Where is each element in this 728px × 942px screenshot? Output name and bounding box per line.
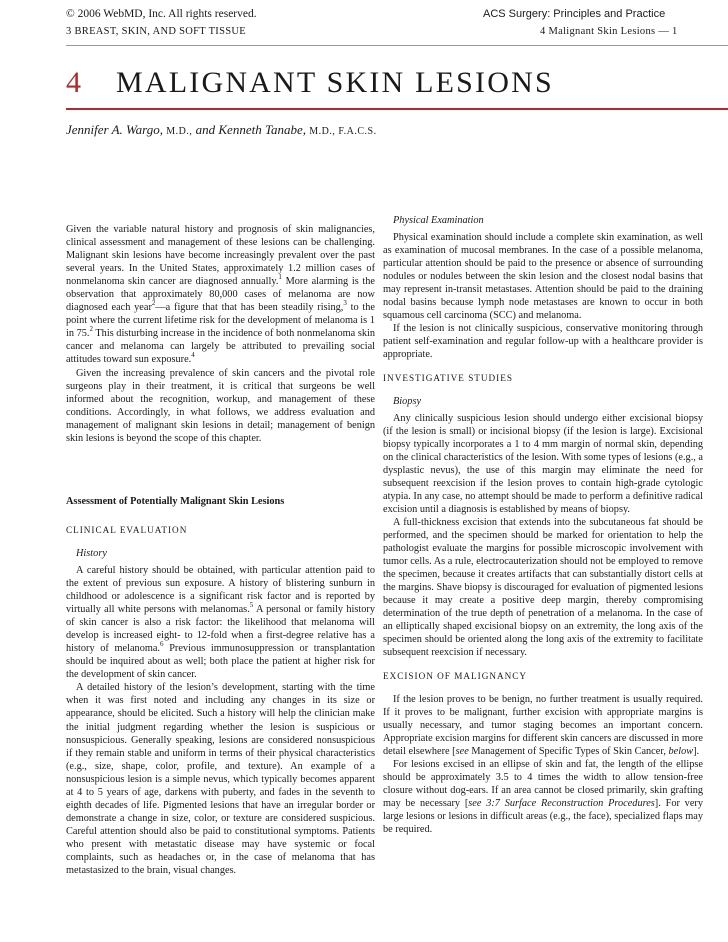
book-title: ACS Surgery: Principles and Practice: [483, 8, 666, 20]
chapter-title: MALIGNANT SKIN LESIONS: [116, 66, 554, 99]
author-1: Jennifer A. Wargo,: [66, 122, 164, 137]
header-rule: [66, 45, 728, 46]
copyright-notice: © 2006 WebMD, Inc. All rights reserved.: [66, 8, 257, 20]
ref-superscript: 3: [343, 299, 347, 308]
intro-paragraph-1: Given the variable natural history and prognosis of skin malignancies, clinical assessment and management of these lesions can be challenging. Malignant skin lesions have become increasingly prevalent over the past several years. In the United States, approximately 1.2 million cases of nonmelanoma skin cancer are diagnosed annually.$^1$ More alarming is the observation that approximately 80,000 cases of melanoma are now diagnosed each year$^2$—a figure that that has been steadily rising,$^3$ to the point where the current lifetime risk for the development of melanoma is 1 in 75.$^2$ This disturbing increase in the incidence of both nonmelanoma skin cancer and melanoma can largely be attributed to prevailing social attitudes toward sun exposure.$^4$: [66, 224, 375, 366]
section-label: 3 BREAST, SKIN, AND SOFT TISSUE: [66, 26, 246, 37]
title-rule: [66, 108, 728, 110]
ref-superscript: 1: [278, 273, 282, 282]
subsection-heading-clinical: CLINICAL EVALUATION: [66, 524, 188, 535]
cross-reference-link[interactable]: see 3:7 Surface Reconstruction Procedures: [468, 797, 655, 809]
physical-paragraph-1: Physical examination should include a complete skin examination, as well as examination of mucosal membranes. In the case of a possible melanoma, particular attention should be paid to the presence or absence of surrounding nodules or nodules between the skin lesion and the closest nodal basins that may represent in-transit metastases. Attention should be paid to the draining nodal basins because lymph node metastases are known to occur in both squamous cell carcinoma (SCC) and melanoma.: [383, 232, 703, 322]
subheading-biopsy: Biopsy: [393, 395, 422, 407]
left-column: [66, 223, 375, 877]
ref-superscript: 2: [89, 325, 93, 334]
author-1-credentials: M.D.,: [166, 126, 193, 137]
physical-paragraph-2: If the lesion is not clinically suspicious, conservative monitoring through patient self-examination and regular follow-up with a healthcare provider is appropriate.: [383, 323, 703, 361]
section-heading-assessment: Assessment of Potentially Malignant Skin Lesions: [66, 495, 285, 507]
excision-paragraph-1: If the lesion proves to be benign, no further treatment is usually required. If it proves to be malignant, further excision with appropriate margins is usually necessary, and tumor staging becomes an important concern. Appropriate excision margins for different skin cancers are discussed in more detail elsewhere [see Management of Specific Types of Skin Cancer, below].: [383, 693, 703, 757]
excision-paragraph-2: For lesions excised in an ellipse of skin and fat, the length of the ellipse should be approximately 3.5 to 4 times the width to allow tension-free closure without dog-ears. If an area cannot be closed primarily, skin grafting may be necessary [see 3:7 Surface Reconstruction Procedures]. For very large lesions or lesions in difficult areas (e.g., the face), specialized flaps may be required.: [383, 758, 703, 836]
intro-paragraph-2: Given the increasing prevalence of skin cancers and the pivotal role surgeons play in their treatment, it is critical that surgeons be well informed about the recognition, workup, and management of these conditions. Accordingly, in what follows, we address evaluation and management of malignant skin lesions in detail; management of benign skin lesions is beyond the scope of this chapter.: [66, 367, 375, 444]
biopsy-paragraph-1: Any clinically suspicious lesion should undergo either excisional biopsy (if the lesion is small) or incisional biopsy (if the lesion is large). Excisional biopsy typically incorporates a 1 to 4 mm margin of normal skin, depending on the clinical characteristics of the lesion. With some types of lesions (e.g., a dysplastic nevus), the use of this margin may eliminate the need for subsequent reexcision if the lesion proves to contain high-grade cytologic atypia. In any case, no attempt should be made to perform a definitive radical excision until a diagnosis is established by means of biopsy.: [383, 412, 703, 515]
ref-superscript: 4: [191, 351, 195, 360]
author-2-credentials: M.D., F.A.C.S.: [309, 126, 377, 137]
author-2: Kenneth Tanabe,: [218, 122, 307, 137]
author-conjunction: and: [195, 122, 216, 137]
ref-superscript: 2: [151, 299, 156, 308]
chapter-page-ref: 4 Malignant Skin Lesions — 1: [540, 26, 678, 37]
ref-superscript: 6: [160, 640, 164, 649]
history-paragraph-2: A detailed history of the lesion’s development, starting with the time when it was first noted and including any changes in its size or appearance, should be elicited. Such a history will help the clinician make the initial judgment regarding whether the lesion is suspicious or nonsuspicious. Generally speaking, lesions are considered nonsuspicious if they remain stable and uniform in terms of their physical characteristics (e.g., size, shape, color, profile, and texture). An example of a nonsuspicious lesion is a simple nevus, which typically becomes apparent at 4 to 5 years of age, darkens with puberty, and fades in the seventh to eighth decades of life. Pigmented lesions that have an irregular border or demonstrate a change in size, color, or texture are considered suspicious. Careful attention should also be paid to constitutional symptoms. Patients who present with metastatic disease may have systemic or focal complaints, such as headaches or, in the case of melanoma that has metastasized to the brain, visual changes.: [66, 682, 375, 877]
author-line: [66, 122, 377, 138]
history-paragraph-1: A careful history should be obtained, with particular attention paid to the extent of previous sun exposure. A history of blistering sunburn in childhood or adolescence is a significant risk factor and is reported by virtually all white persons with melanomas.$^5$ A personal or family history of skin cancer is also a risk factor: the likelihood that melanoma will develop is increased eight- to 12-fold when a first-degree relative has a history of melanoma.$^6$ Previous immunosuppression or transplantation should be inquired about as well; both place the patient at higher risk for the development of skin cancer.: [66, 564, 375, 681]
right-column: [383, 214, 703, 836]
subheading-history: History: [76, 547, 107, 559]
biopsy-paragraph-2: A full-thickness excision that extends into the subcutaneous fat should be performed, and the specimen should be marked for orientation to help the pathologist evaluate the margins for possible microscopic involvement with tumor cells. As a rule, electrocauterization should not be employed to remove the specimen, because it creates artifacts that can substantially distort cells at the margins. Shave biopsy is discouraged for evaluation of pigmented lesions because it may create a positive deep margin, thereby compromising determination of the true depth of penetration of a melanoma. In the case of an elliptically shaped excisional biopsy on an extremity, the long axis of the specimen should be oriented along the long axis of the extremity to facilitate subsequent reexcision if necessary.: [383, 516, 703, 659]
subsection-heading-investigative: INVESTIGATIVE STUDIES: [383, 372, 513, 383]
ref-superscript: 5: [249, 601, 254, 610]
chapter-number: 4: [66, 66, 81, 99]
subheading-physical-exam: Physical Examination: [393, 215, 484, 226]
subsection-heading-excision: EXCISION OF MALIGNANCY: [383, 670, 527, 681]
